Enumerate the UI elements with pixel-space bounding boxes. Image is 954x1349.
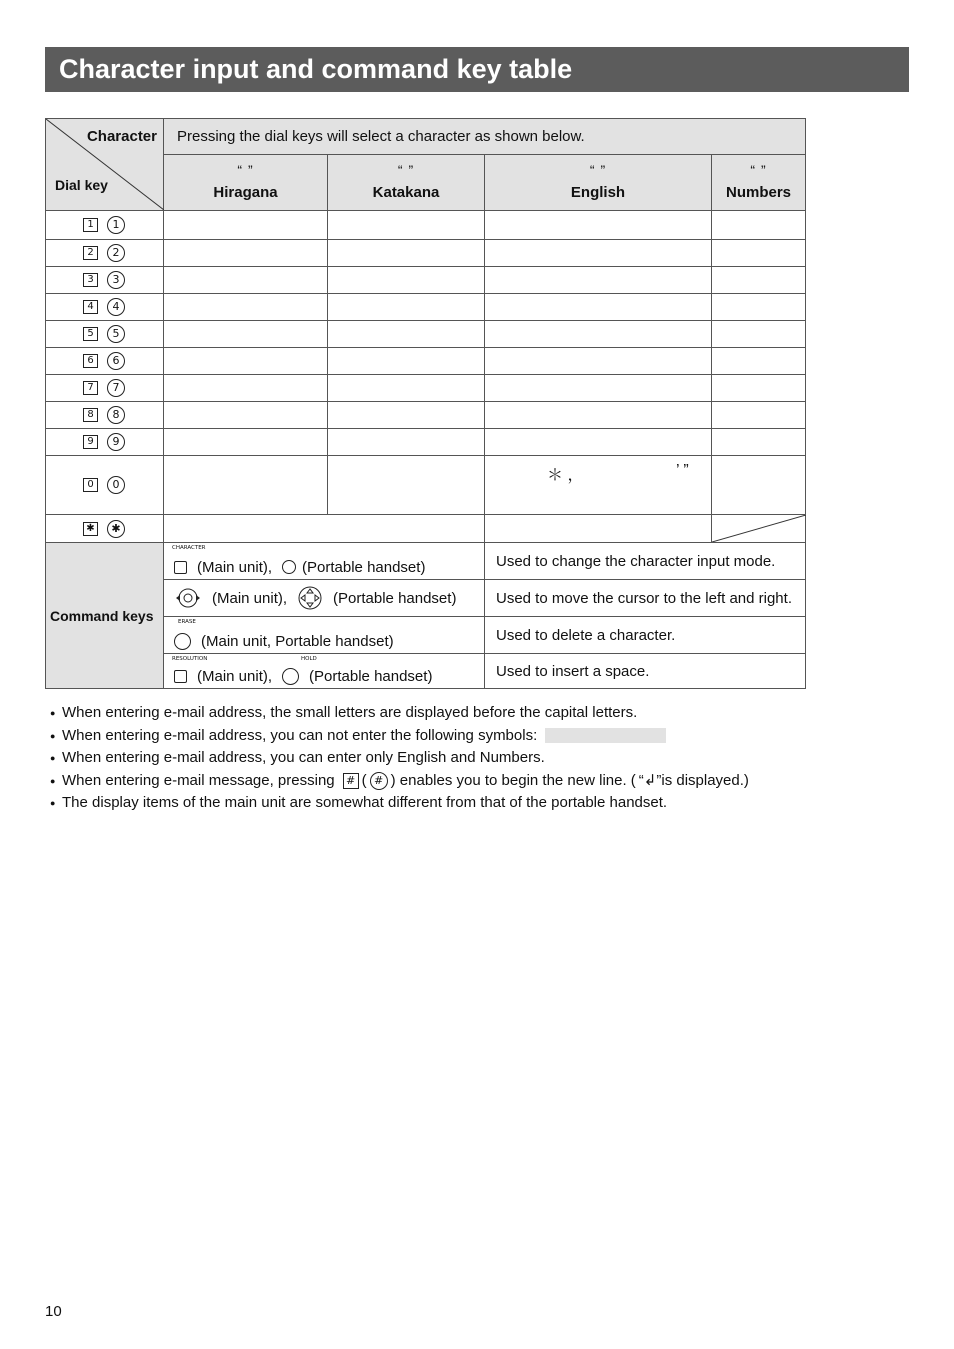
handset-mode-key-icon [282, 560, 296, 574]
mode-quotes: “ ” [397, 162, 415, 178]
page-title: Character input and command key table [45, 47, 909, 92]
note-text: When entering e-mail address, the small letters are displayed before the capital letters. [62, 704, 638, 721]
command-keys-text: (Main unit), [197, 558, 273, 576]
symbols-b: ’ ” [676, 462, 689, 479]
main-unit-key-icon: 4 [83, 300, 98, 314]
dial-row-star [46, 515, 806, 543]
dial-key-cell [46, 515, 164, 543]
main-unit-key-icon: 7 [83, 381, 98, 395]
note-item [50, 770, 850, 793]
note-text-end: is displayed.) [661, 771, 749, 789]
bullet-icon: ● [50, 775, 56, 786]
handset-key-icon: 0 [107, 476, 125, 494]
mode-name: Numbers [725, 184, 792, 201]
command-description: Used to change the character input mode. [485, 543, 806, 580]
dial-key-cell [46, 348, 164, 375]
command-keys-cell [164, 654, 485, 689]
symbols-placeholder [545, 728, 666, 743]
handset-key-icon: 6 [107, 352, 125, 370]
note-item [50, 725, 850, 748]
corner-dialkey-label: Dial key [55, 177, 108, 193]
dial-key-cell [46, 294, 164, 321]
main-unit-key-icon: 6 [83, 354, 98, 368]
note-text: When entering e-mail address, you can enter only English and Numbers. [62, 749, 545, 767]
mode-header-hiragana [164, 155, 328, 211]
main-unit-key-icon: 9 [83, 435, 98, 449]
hash-key-icon: # [343, 773, 359, 789]
command-keys-text: (Main unit), [197, 667, 273, 685]
table-corner-cell [46, 119, 164, 211]
dial-row-5 [46, 321, 806, 348]
character-key-icon [174, 561, 187, 574]
note-text-paren: ( [361, 771, 367, 789]
page-number: 10 [45, 1303, 62, 1320]
hold-key-icon [282, 668, 299, 685]
note-text: When entering e-mail address, you can not enter the following symbols: [62, 726, 538, 744]
mode-quotes: “ ” [589, 162, 607, 178]
dial-key-cell [46, 211, 164, 240]
note-item [50, 702, 850, 725]
mode-name: Hiragana [213, 184, 278, 201]
note-item [50, 792, 850, 815]
symbols-a: ＊ ， [547, 467, 584, 484]
handset-hash-key-icon: # [370, 772, 388, 790]
na-cell [712, 515, 806, 543]
mode-name: English [570, 184, 626, 201]
main-unit-key-icon: 5 [83, 327, 98, 341]
erase-key-icon [174, 633, 191, 650]
mode-header-english [485, 155, 712, 211]
command-description: Used to move the cursor to the left and right. [485, 580, 806, 617]
dial-key-cell [46, 375, 164, 402]
dial-row-8 [46, 402, 806, 429]
dial-row-6 [46, 348, 806, 375]
navigator-key-icon [174, 585, 202, 611]
bullet-icon: ● [50, 753, 56, 764]
command-keys-text-2: (Portable handset) [333, 589, 457, 607]
notes-list [50, 702, 850, 815]
dial-row-3 [46, 267, 806, 294]
dial-key-cell [46, 240, 164, 267]
handset-navigator-icon [297, 585, 323, 611]
handset-key-icon: 1 [107, 216, 125, 234]
main-unit-key-icon: ✱ [83, 522, 98, 536]
corner-character-label: Character [86, 128, 157, 145]
handset-key-icon: 2 [107, 244, 125, 262]
dial-key-cell [46, 456, 164, 515]
main-unit-key-icon: 2 [83, 246, 98, 260]
resolution-key-icon [174, 670, 187, 683]
erase-key-label: ERASE [178, 619, 196, 625]
main-unit-key-icon: 3 [83, 273, 98, 287]
dial-row-0 [46, 456, 806, 515]
handset-key-icon: 8 [107, 406, 125, 424]
dial-row-1 [46, 211, 806, 240]
main-unit-key-icon: 1 [83, 218, 98, 232]
command-row-character [46, 543, 806, 580]
command-description: Used to delete a character. [485, 617, 806, 654]
command-keys-cell [164, 580, 485, 617]
mode-header-numbers [712, 155, 806, 211]
mode-header-katakana [328, 155, 485, 211]
character-key-label: CHARACTER [172, 545, 206, 551]
main-unit-key-icon: 0 [83, 478, 98, 492]
na-diagonal [712, 515, 806, 542]
key-table [45, 118, 806, 689]
command-keys-cell [164, 543, 485, 580]
dial-key-cell [46, 402, 164, 429]
main-unit-key-icon: 8 [83, 408, 98, 422]
note-item [50, 747, 850, 770]
bullet-icon: ● [50, 708, 56, 718]
handset-key-icon: 5 [107, 325, 125, 343]
mode-name: Katakana [372, 184, 440, 201]
dial-row-4 [46, 294, 806, 321]
bullet-icon: ● [50, 730, 56, 741]
command-keys-text: (Main unit, Portable handset) [201, 632, 394, 650]
dial-key-cell [46, 267, 164, 294]
command-keys-text: (Main unit), [212, 589, 288, 607]
note-text-cont: ) enables you to begin the new line. ( [390, 771, 636, 789]
dial-row-2 [46, 240, 806, 267]
handset-key-icon: 7 [107, 379, 125, 397]
resolution-key-label: RESOLUTION [172, 656, 208, 662]
dial-key-cell [46, 321, 164, 348]
bullet-icon: ● [50, 798, 56, 809]
handset-key-icon: 9 [107, 433, 125, 451]
newline-symbol: “↲” [638, 771, 662, 789]
dial-row-7 [46, 375, 806, 402]
command-keys-label: Command keys [46, 543, 164, 689]
note-text: When entering e-mail message, pressing [62, 771, 335, 789]
table-intro: Pressing the dial keys will select a character as shown below. [164, 119, 806, 155]
dial-key-cell [46, 429, 164, 456]
handset-key-icon: ✱ [107, 520, 125, 538]
command-keys-text-2: (Portable handset) [309, 667, 433, 685]
zero-row-english [485, 456, 712, 515]
mode-quotes: “ ” [750, 162, 767, 178]
note-text: The display items of the main unit are somewhat different from that of the portable handset. [62, 794, 668, 812]
dial-row-9 [46, 429, 806, 456]
handset-key-icon: 4 [107, 298, 125, 316]
command-description: Used to insert a space. [485, 654, 806, 689]
mode-quotes: “ ” [237, 162, 254, 178]
handset-key-icon: 3 [107, 271, 125, 289]
command-keys-text-2: (Portable handset) [302, 558, 426, 576]
command-keys-cell [164, 617, 485, 654]
hold-key-label: HOLD [301, 656, 317, 662]
